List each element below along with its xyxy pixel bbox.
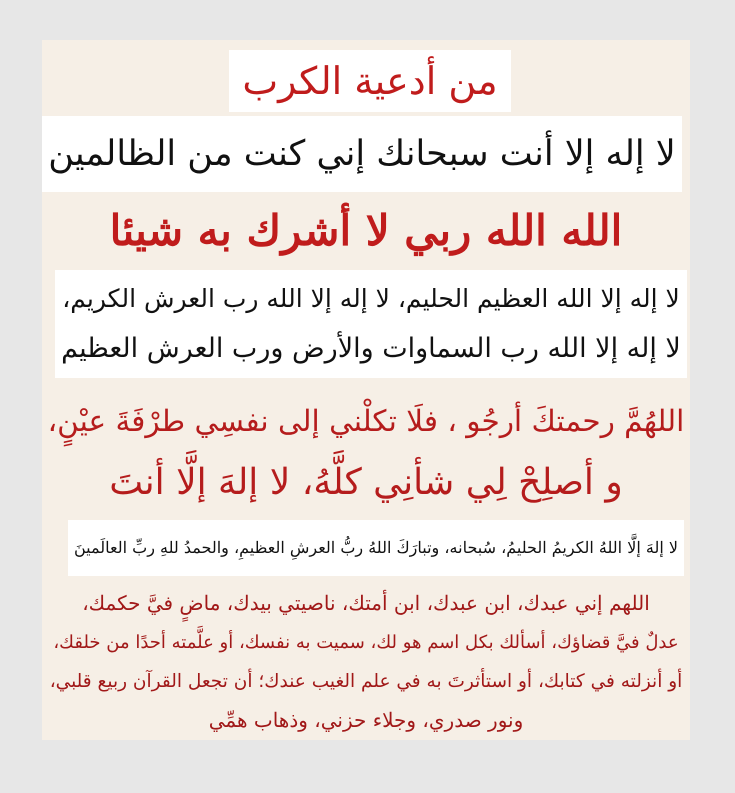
dua-2-text: الله الله ربي لا أشرك به شيئا [109, 206, 623, 255]
dua-6-line-4: ونور صدري، وجلاء حزني، وذهاب همِّي [208, 708, 524, 732]
dua-block-5 [68, 520, 684, 576]
dua-6-line-3: أو أنزلته في كتابك، أو استأثرتَ به في علم الغيب عندك؛ أن تجعل القرآن ربيع قلبي، [49, 671, 683, 692]
dua-3-line-1: لا إله إلا الله العظيم الحليم، لا إله إلا الله رب العرش الكريم، [62, 284, 680, 313]
dua-5-text: لا إلهَ إلَّا اللهُ الكريمُ الحليمُ، سُبحانه، وتبارَكَ اللهُ ربُّ العرشِ العظيمِ، والحمدُ للهِ ربِّ العالَمينَ [74, 538, 678, 557]
dua-6-line-2: عدلٌ فيَّ قضاؤك، أسألك بكل اسم هو لك، سميت به نفسك، أو علَّمته أحدًا من خلقك، [53, 632, 679, 653]
page-title [229, 50, 511, 112]
dua-block-2 [42, 196, 690, 266]
dua-block-3 [55, 270, 687, 378]
dua-block-1 [42, 116, 682, 192]
title-text: من أدعية الكرب [242, 59, 498, 103]
dua-6-line-1: اللهم إني عبدك، ابن عبدك، ابن أمتك، ناصيتي بيدك، ماضٍ فيَّ حكمك، [82, 591, 650, 615]
dua-3-line-2: لا إله إلا الله رب السماوات والأرض ورب العرش العظيم [61, 333, 681, 364]
dua-block-6 [42, 582, 690, 740]
dua-4-line-1: اللهُمَّ رحمتكَ أرجُو ، فلَا تكلْني إلى نفسِي طرْفَةَ عيْنٍ، [47, 404, 685, 438]
dua-4-line-2: و أصلِحْ لِي شأنِي كلَّهُ، لا إلهَ إلَّا أنتَ [109, 462, 623, 503]
dua-block-4 [42, 386, 690, 516]
dua-1-text: لا إله إلا أنت سبحانك إني كنت من الظالمين [48, 134, 676, 174]
